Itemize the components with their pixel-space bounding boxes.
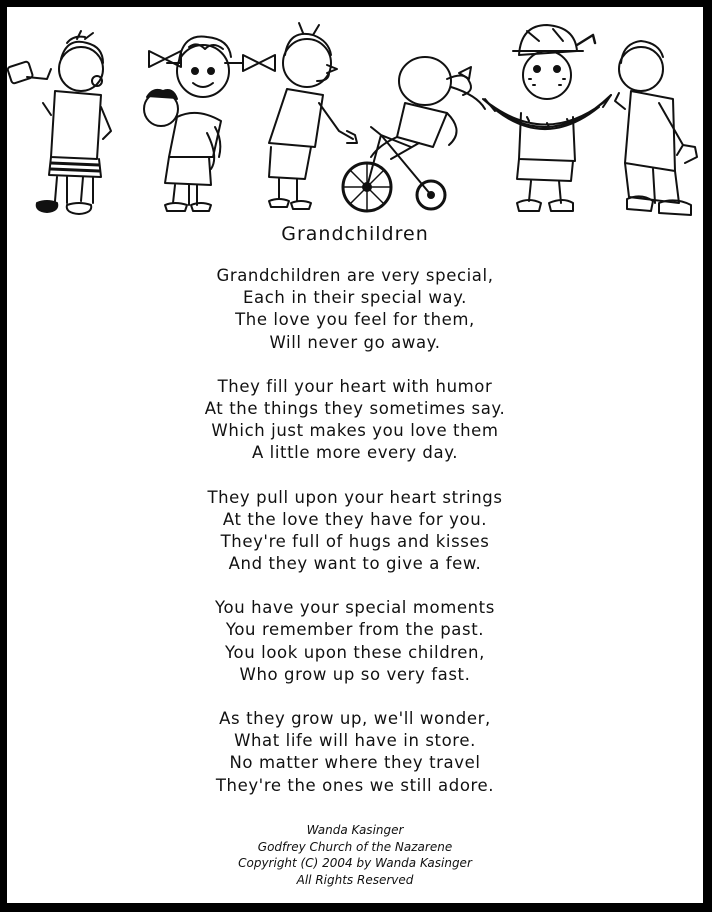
poem-page <box>7 7 703 903</box>
poem-line: At the things they sometimes say. <box>204 398 506 418</box>
poem-line: And they want to give a few. <box>228 554 482 574</box>
author-name: Wanda Kasinger <box>306 823 404 837</box>
poem-line: The love you feel for them, <box>235 310 475 330</box>
stanza <box>7 708 703 797</box>
poem-line: Grandchildren are very special, <box>216 266 494 285</box>
poem-line: Who grow up so very fast. <box>239 664 471 684</box>
poem-line: A little more every day. <box>251 443 459 463</box>
boy-drinking-icon <box>7 31 111 214</box>
girl-with-doll-icon <box>144 37 275 212</box>
poem-line: You have your special moments <box>215 598 495 618</box>
children-illustration <box>7 7 703 222</box>
poem-line: Which just makes you love them <box>211 421 499 441</box>
poem-line: Each in their special way. <box>243 288 467 308</box>
stanza <box>7 597 703 686</box>
poem-line: At the love they have for you. <box>222 509 488 529</box>
credits <box>7 822 703 888</box>
poem-line: No matter where they travel <box>229 753 481 773</box>
poem-line: As they grow up, we'll wonder, <box>219 709 491 728</box>
poem-line: They're full of hugs and kisses <box>220 531 490 551</box>
poem-line: What life will have in store. <box>234 731 476 751</box>
poem-line: They fill your heart with humor <box>217 376 493 396</box>
church-name: Godfrey Church of the Nazarene <box>257 839 453 854</box>
copyright-notice: Copyright (C) 2004 by Wanda Kasinger <box>238 856 472 870</box>
stanza <box>7 265 703 354</box>
poem-line: You remember from the past. <box>225 620 485 640</box>
poem-title: Grandchildren <box>281 223 429 245</box>
poem-line: They're the ones we still adore. <box>215 775 495 795</box>
poem-line: They pull upon your heart strings <box>207 487 503 507</box>
poem-line: You look upon these children, <box>225 642 485 662</box>
boy-eating-watermelon-icon <box>483 25 611 211</box>
poem-body <box>7 265 703 819</box>
stanza <box>7 487 703 576</box>
stanza <box>7 376 703 465</box>
poem-line: Will never go away. <box>269 332 441 352</box>
girl-on-tricycle-icon <box>343 57 485 211</box>
boy-in-pajamas-icon <box>615 41 697 215</box>
rights-notice: All Rights Reserved <box>296 872 414 887</box>
